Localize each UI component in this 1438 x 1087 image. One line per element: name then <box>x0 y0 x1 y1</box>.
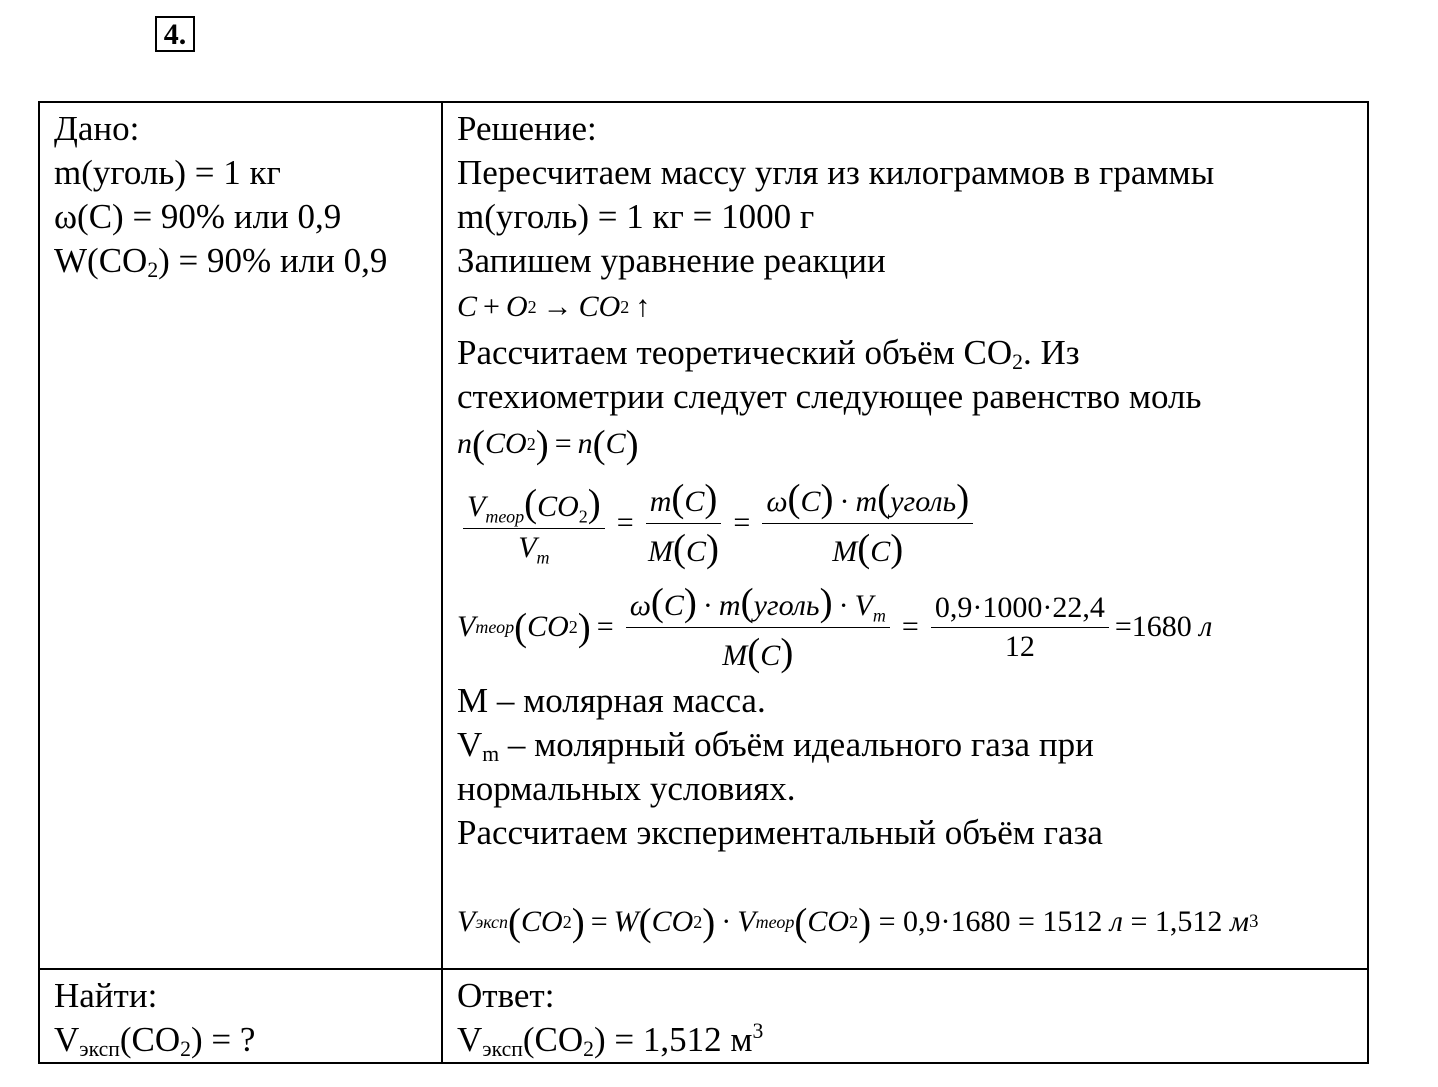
solution-line-9: Рассчитаем экспериментальный объём газа <box>457 813 1103 852</box>
given-cell <box>39 102 442 969</box>
find-heading: Найти: <box>54 976 158 1015</box>
solution-cell <box>442 102 1368 969</box>
ratio-formula: $\frac{V_{теор}(CO_2)}{V_m}$ = $\frac{m(C)}{M(C)}$ = $\frac{\text{ω(C) · m(уголь)}}{M(C)}$ <box>457 475 1353 571</box>
gas-arrow-icon: ↑ <box>635 290 651 323</box>
experimental-volume-formula: V эксп ( CO 2 ) = W ( CO 2 ) · V теор ( CO 2 ) = 0,9·1680 = 1512 л = 1,512 м 3 <box>457 900 1259 944</box>
task-table <box>38 101 1369 1064</box>
theoretical-volume-formula: V теор ( CO 2 ) = $\frac{\omega(C) \cdot m(уголь) \cdot V_m}{M(C)}$ = $\frac{0,9\cdot 1000\cdot 22,4}{12}$ =1680 л <box>457 580 1213 674</box>
given-mass: m(уголь) = 1 кг <box>54 153 281 192</box>
given-omega: ω(C) = 90% или 0,9 <box>54 197 342 236</box>
reaction-equation: C + O 2 → CO 2 ↑ <box>457 290 651 323</box>
answer-cell <box>442 969 1368 1063</box>
solution-line-5: стехиометрии следует следующее равенство моль <box>457 377 1202 416</box>
solution-line-6: M – молярная масса. <box>457 681 766 720</box>
solution-heading: Решение: <box>457 109 597 148</box>
solution-line-3: Запишем уравнение реакции <box>457 241 886 280</box>
solution-line-7: $V_m$ – молярный объём идеального газа при <box>457 725 1094 766</box>
solution-line-1: Пересчитаем массу угля из килограммов в граммы <box>457 153 1215 192</box>
solution-line-2: m(уголь) = 1 кг = 1000 г <box>457 197 815 236</box>
given-yield: $W(CO_2) = 90\%$ или 0,9 <box>54 241 388 282</box>
find-target: $V_{эксп}(CO_2)$ = ? <box>54 1020 256 1061</box>
solution-line-8: нормальных условиях. <box>457 769 796 808</box>
solution-line-4: Рассчитаем теоретический объём $CO_2$. Из <box>457 333 1080 374</box>
mole-equality: n ( CO 2 ) = n ( C ) <box>457 422 639 466</box>
answer-value: $V_{эксп}(CO_2) = 1,512$ $м^3$ <box>457 1018 764 1061</box>
task-number: 4. <box>155 16 195 52</box>
find-cell <box>39 969 442 1063</box>
answer-heading: Ответ: <box>457 976 555 1015</box>
given-heading: Дано: <box>54 109 140 148</box>
